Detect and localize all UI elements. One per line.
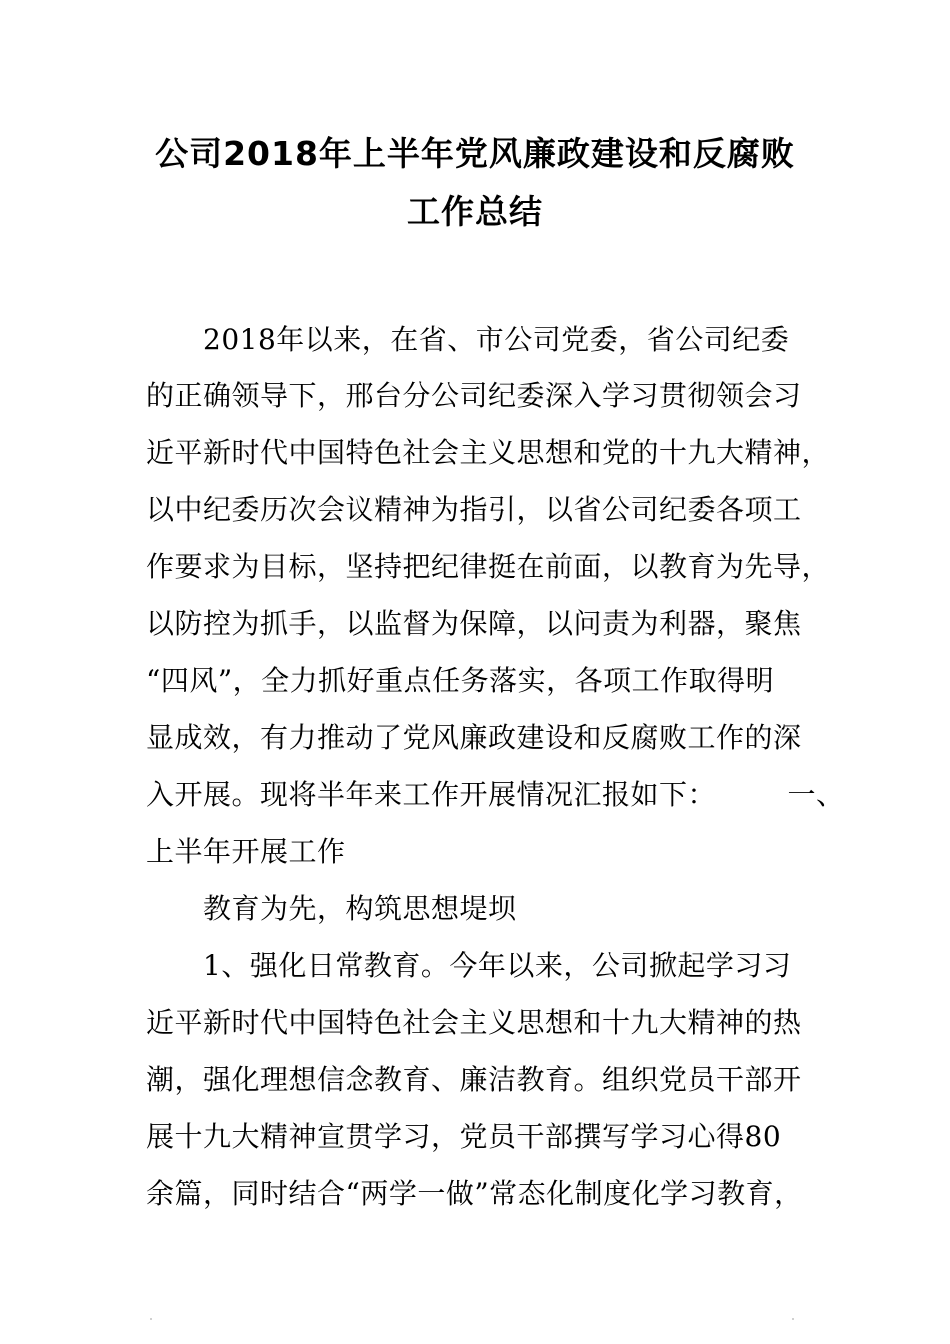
body-text-line: 余篇，同时结合“两学一做”常态化制度化学习教育，: [146, 1177, 803, 1210]
body-text-line: 1、强化日常教育。今年以来，公司掀起学习习: [203, 949, 792, 982]
body-text-line: 的正确领导下，邢台分公司纪委深入学习贯彻领会习: [146, 379, 802, 412]
body-text-line: 以防控为抓手，以监督为保障，以问责为利器，聚焦: [146, 607, 802, 640]
body-text-line: 入开展。现将半年来工作开展情况汇报如下： 一、: [146, 778, 845, 811]
body-text-line: “四风”，全力抓好重点任务落实，各项工作取得明: [146, 664, 775, 697]
document-title-line-2: 工作总结: [407, 192, 543, 231]
section-heading: 教育为先，构筑思想堤坝: [203, 892, 517, 925]
document-title-line-1: 公司2018年上半年党风廉政建设和反腐败: [155, 134, 795, 173]
body-text-line: 以中纪委历次会议精神为指引，以省公司纪委各项工: [146, 493, 802, 526]
body-text-line: 显成效，有力推动了党风廉政建设和反腐败工作的深: [146, 721, 802, 754]
body-text-line: 上半年开展工作: [146, 835, 346, 868]
body-text-line: 展十九大精神宣贯学习，党员干部撰写学习心得80: [146, 1120, 782, 1153]
body-text-line: 近平新时代中国特色社会主义思想和党的十九大精神，: [146, 436, 831, 469]
body-text-line: 潮，强化理想信念教育、廉洁教育。组织党员干部开: [146, 1063, 802, 1096]
body-text-line: 作要求为目标，坚持把纪律挺在前面，以教育为先导，: [146, 550, 831, 583]
body-text-line: 2018年以来，在省、市公司党委，省公司纪委: [203, 323, 790, 356]
body-text-line: 近平新时代中国特色社会主义思想和十九大精神的热: [146, 1006, 802, 1039]
footer-speck: [150, 1318, 152, 1320]
footer-speck: [792, 1318, 794, 1320]
